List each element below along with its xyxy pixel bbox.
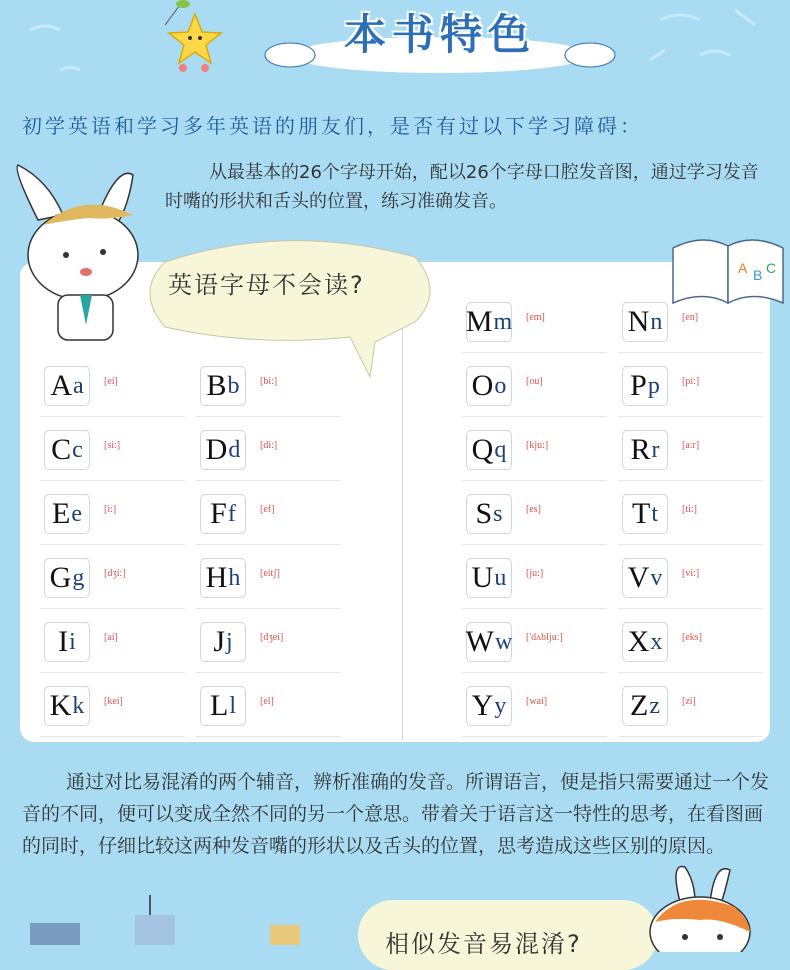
uppercase-letter: G (49, 561, 72, 594)
letter-cell-n (618, 298, 763, 353)
letter-cell-l (196, 682, 341, 737)
uppercase-letter: D (205, 433, 228, 466)
phonetic-symbol: [wai] (526, 696, 548, 707)
letter-box (622, 494, 668, 534)
title-banner (250, 0, 630, 80)
phonetic-symbol: [es] (526, 504, 541, 515)
phonetic-symbol: [si:] (104, 440, 121, 451)
letter-box (622, 558, 668, 598)
phonetic-symbol: [ef] (260, 504, 275, 515)
svg-text:B: B (753, 267, 763, 283)
letter-cell-u (462, 554, 607, 609)
letter-cell-t (618, 490, 763, 545)
lowercase-letter: w (495, 628, 513, 655)
letter-box (44, 686, 90, 726)
phonetic-symbol: [kju:] (526, 440, 549, 451)
letter-box (622, 430, 668, 470)
uppercase-letter: Z (630, 689, 649, 722)
lowercase-letter: j (226, 628, 233, 655)
lowercase-letter: n (650, 308, 663, 335)
uppercase-letter: I (58, 625, 69, 658)
uppercase-letter: S (475, 497, 493, 530)
svg-text:C: C (766, 260, 777, 276)
phonetic-symbol: [ai] (104, 632, 118, 643)
letter-cell-q (462, 426, 607, 481)
letter-cell-k (40, 682, 185, 737)
uppercase-letter: K (49, 689, 72, 722)
uppercase-letter: W (465, 625, 494, 658)
letter-cell-w (462, 618, 607, 673)
letter-box (622, 366, 668, 406)
book-icon (668, 228, 788, 308)
phonetic-symbol: [ei] (104, 376, 118, 387)
phonetic-symbol: [zi] (682, 696, 696, 707)
lowercase-letter: h (228, 564, 241, 591)
lowercase-letter: f (227, 500, 236, 527)
star-icon (155, 0, 225, 75)
letter-box (44, 430, 90, 470)
uppercase-letter: R (630, 433, 651, 466)
letter-cell-i (40, 618, 185, 673)
panel-divider (402, 320, 403, 740)
uppercase-letter: U (471, 561, 494, 594)
letter-box (466, 302, 512, 342)
lowercase-letter: q (494, 436, 507, 463)
lowercase-letter: x (650, 628, 663, 655)
lowercase-letter: b (227, 372, 240, 399)
letter-cell-z (618, 682, 763, 737)
lowercase-letter: o (494, 372, 507, 399)
phonetic-symbol: [dʒi:] (104, 568, 126, 579)
phonetic-symbol: [bi:] (260, 376, 278, 387)
phonetic-symbol: [ou] (526, 376, 543, 387)
uppercase-letter: E (52, 497, 71, 530)
letter-box (200, 622, 246, 662)
body-paragraph: 通过对比易混淆的两个辅音，辨析准确的发音。所谓语言，便是指只需要通过一个发音的不同，便可以变成全然不同的另一个意思。带着关于语言这一特性的思考，在看图画的同时，仔细比较这两种发音嘴的形状以及舌头的位置，思考造成这些区别的原因。 (22, 771, 770, 857)
speech-bubble (135, 232, 435, 382)
letter-cell-c (40, 426, 185, 481)
letter-cell-r (618, 426, 763, 481)
phonetic-symbol: [pi:] (682, 376, 700, 387)
letter-cell-g (40, 554, 185, 609)
letter-cell-f (196, 490, 341, 545)
lowercase-letter: v (650, 564, 663, 591)
svg-text:A: A (738, 260, 748, 276)
uppercase-letter: O (471, 369, 494, 402)
lowercase-letter: d (228, 436, 241, 463)
letter-cell-o (462, 362, 607, 417)
uppercase-letter: M (465, 305, 493, 338)
intro-heading: 初学英语和学习多年英语的朋友们，是否有过以下学习障碍： (22, 114, 643, 138)
lowercase-letter: y (494, 692, 507, 719)
lowercase-letter: s (493, 500, 503, 527)
bunny-mascot-bottom-icon (640, 862, 770, 952)
speech-bubble-text: 英语字母不会读? (168, 271, 365, 299)
lowercase-letter: k (72, 692, 85, 719)
uppercase-letter: C (51, 433, 72, 466)
letter-box (44, 366, 90, 406)
letter-box (200, 430, 246, 470)
letter-box (622, 302, 668, 342)
phonetic-symbol: [di:] (260, 440, 278, 451)
bunny-mascot-icon (8, 160, 158, 350)
letter-cell-y (462, 682, 607, 737)
uppercase-letter: N (627, 305, 650, 338)
lowercase-letter: c (72, 436, 83, 463)
letter-cell-h (196, 554, 341, 609)
uppercase-letter: Y (471, 689, 494, 722)
letter-box (466, 430, 512, 470)
phonetic-symbol: [ti:] (682, 504, 697, 515)
phonetic-symbol: [kei] (104, 696, 123, 707)
phonetic-symbol: [eks] (682, 632, 702, 643)
uppercase-letter: L (210, 689, 229, 722)
phonetic-symbol: [el] (260, 696, 274, 707)
letter-cell-j (196, 618, 341, 673)
letter-box (200, 494, 246, 534)
lowercase-letter: r (651, 436, 660, 463)
intro-description: 从最基本的26个字母开始，配以26个字母口腔发音图，通过学习发音时嘴的形状和舌头的位置，练习准确发音。 (165, 162, 759, 212)
lowercase-letter: p (647, 372, 660, 399)
lowercase-letter: z (649, 692, 660, 719)
letter-box (622, 686, 668, 726)
uppercase-letter: J (213, 625, 225, 658)
phonetic-symbol: [eitʃ] (260, 568, 280, 579)
letter-box (44, 622, 90, 662)
uppercase-letter: Q (471, 433, 494, 466)
uppercase-letter: H (205, 561, 228, 594)
letter-box (466, 366, 512, 406)
lowercase-letter: a (73, 372, 84, 399)
letter-box (466, 686, 512, 726)
uppercase-letter: V (627, 561, 650, 594)
phonetic-symbol: [dʒei] (260, 632, 284, 643)
letter-box (200, 558, 246, 598)
letter-box (44, 494, 90, 534)
lowercase-letter: l (229, 692, 236, 719)
uppercase-letter: A (50, 369, 72, 402)
letter-cell-v (618, 554, 763, 609)
phonetic-symbol: [em] (526, 312, 545, 323)
uppercase-letter: T (632, 497, 651, 530)
uppercase-letter: B (206, 369, 227, 402)
phonetic-symbol: [vi:] (682, 568, 700, 579)
lowercase-letter: e (71, 500, 82, 527)
letter-cell-s (462, 490, 607, 545)
lowercase-letter: i (69, 628, 76, 655)
uppercase-letter: P (630, 369, 647, 402)
letter-cell-p (618, 362, 763, 417)
phonetic-symbol: [a:r] (682, 440, 700, 451)
letter-cell-d (196, 426, 341, 481)
letter-box (44, 558, 90, 598)
page-title: 本书特色 (343, 10, 536, 59)
lowercase-letter: m (493, 308, 513, 335)
lowercase-letter: g (72, 564, 85, 591)
letter-box (466, 558, 512, 598)
letter-box (466, 622, 512, 662)
phonetic-symbol: [ju:] (526, 568, 544, 579)
phonetic-symbol: [i:] (104, 504, 117, 515)
lowercase-letter: u (494, 564, 507, 591)
uppercase-letter: X (627, 625, 650, 658)
letter-cell-x (618, 618, 763, 673)
letter-box (622, 622, 668, 662)
letter-box (466, 494, 512, 534)
phonetic-symbol: ['dʌblju:] (526, 632, 563, 643)
phonetic-symbol: [en] (682, 312, 699, 323)
letter-cell-m (462, 298, 607, 353)
uppercase-letter: F (210, 497, 227, 530)
speech-bubble-bottom-text: 相似发音易混淆? (385, 930, 582, 958)
letter-cell-e (40, 490, 185, 545)
lowercase-letter: t (651, 500, 658, 527)
letter-box (200, 686, 246, 726)
